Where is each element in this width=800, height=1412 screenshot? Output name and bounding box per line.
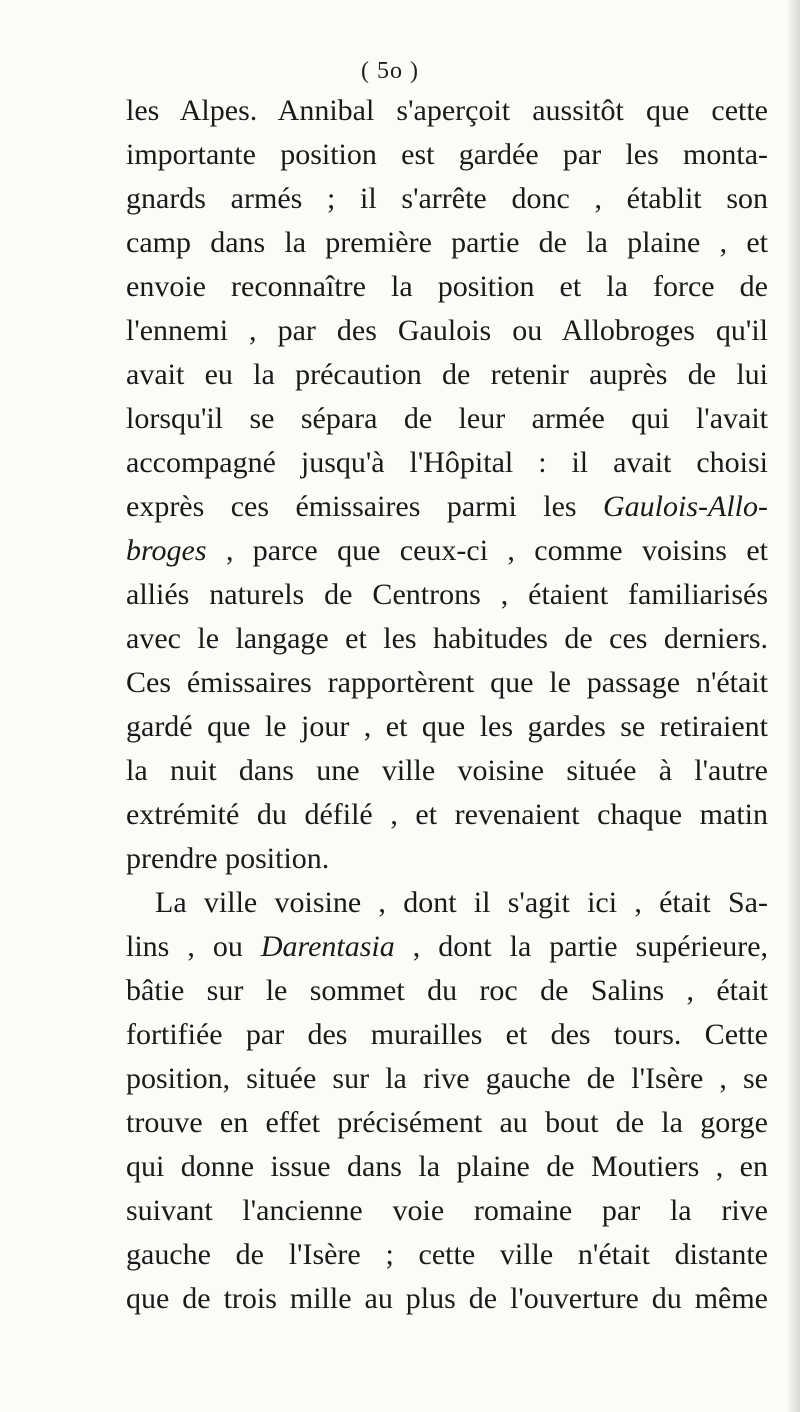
text-line: suivant l'ancienne voie romaine par la rive <box>126 1194 768 1227</box>
text-segment: exprès ces émissaires parmi les <box>126 490 577 523</box>
text-line: La ville voisine , dont il s'agit ici , était Sa- <box>155 886 768 919</box>
text-line: fortifiée par des murailles et des tours. Cette <box>126 1018 768 1051</box>
text-line: gardé que le jour , et que les gardes se retiraient <box>126 710 768 743</box>
text-line: qui donne issue dans la plaine de Moutiers , en <box>126 1150 768 1183</box>
text-segment: , dont la partie supérieure, <box>412 930 769 963</box>
text-line <box>126 486 768 528</box>
italic-term: Gaulois-Allo- <box>603 490 769 523</box>
text-line: gauche de l'Isère ; cette ville n'était distante <box>126 1238 768 1271</box>
text-line: Ces émissaires rapportèrent que le passage n'était <box>126 666 768 699</box>
italic-term: broges <box>126 534 207 567</box>
text-line <box>126 926 768 968</box>
text-line: l'ennemi , par des Gaulois ou Allobroges qu'il <box>126 314 768 347</box>
text-line: bâtie sur le sommet du roc de Salins , était <box>126 974 768 1007</box>
text-line: que de trois mille au plus de l'ouverture du même <box>126 1282 768 1315</box>
text-line: les Alpes. Annibal s'aperçoit aussitôt que cette <box>126 94 768 127</box>
text-line: envoie reconnaître la position et la force de <box>126 270 768 303</box>
text-line: gnards armés ; il s'arrête donc , établit son <box>126 182 768 215</box>
text-segment: , parce que ceux-ci , comme voisins et <box>225 534 769 567</box>
text-line: prendre position. <box>126 842 330 875</box>
text-segment: lins , ou <box>126 930 243 963</box>
text-line: accompagné jusqu'à l'Hôpital : il avait choisi <box>126 446 768 479</box>
text-line: position, située sur la rive gauche de l'Isère , se <box>126 1062 768 1095</box>
page-edge-shadow <box>786 0 800 1412</box>
text-line: camp dans la première partie de la plaine , et <box>126 226 768 259</box>
text-line: la nuit dans une ville voisine située à l'autre <box>126 754 768 787</box>
text-line: trouve en effet précisément au bout de la gorge <box>126 1106 768 1139</box>
text-line: importante position est gardée par les monta- <box>126 138 768 171</box>
text-line: avait eu la précaution de retenir auprès de lui <box>126 358 768 391</box>
text-line: avec le langage et les habitudes de ces derniers. <box>126 622 768 655</box>
text-line: extrémité du défilé , et revenaient chaque matin <box>126 798 768 831</box>
page-number: ( 5o ) <box>361 58 419 84</box>
text-line: lorsqu'il se sépara de leur armée qui l'avait <box>126 402 768 435</box>
text-line: alliés naturels de Centrons , étaient familiarisés <box>126 578 768 611</box>
text-line <box>126 530 768 572</box>
italic-term: Darentasia <box>260 930 395 963</box>
